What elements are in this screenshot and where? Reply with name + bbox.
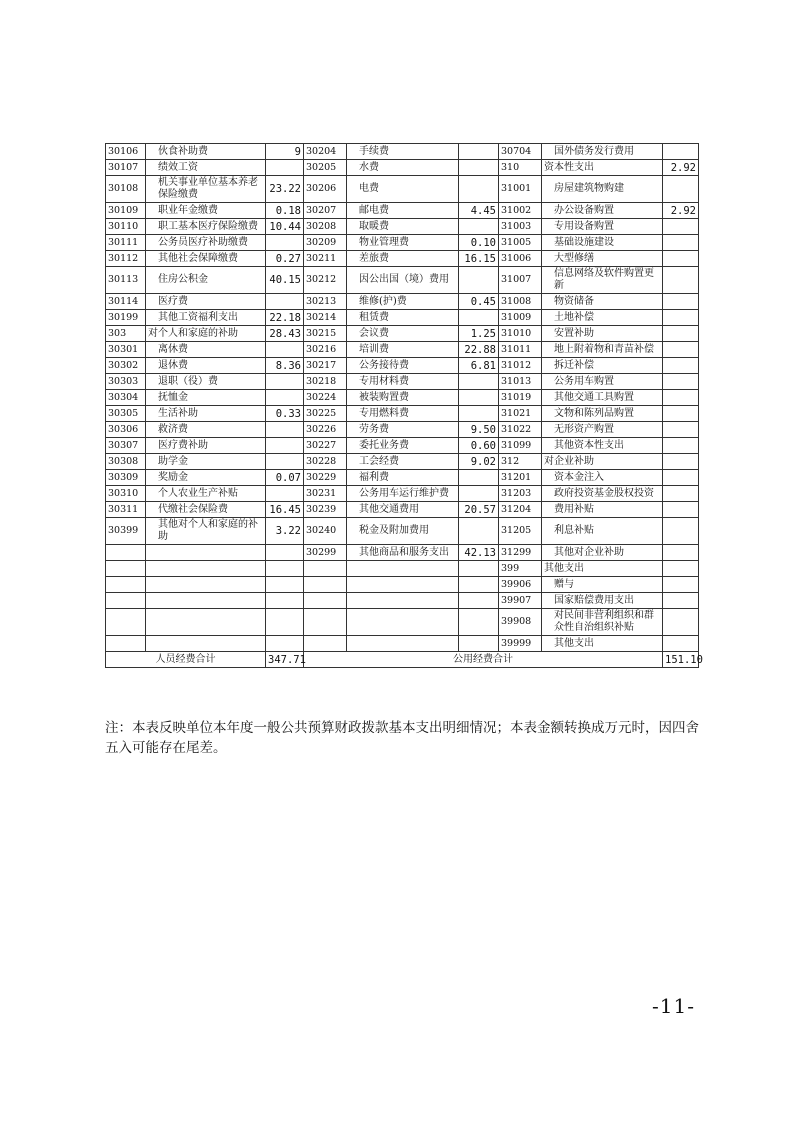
item-amount-cell [459, 219, 499, 235]
item-code-cell [106, 561, 146, 577]
item-code-cell [106, 636, 146, 652]
item-code-cell: 30107 [106, 160, 146, 176]
item-name-cell: 政府投资基金股权投资 [542, 486, 663, 502]
item-name-cell: 房屋建筑物购建 [542, 176, 663, 203]
table-row [106, 609, 699, 636]
public-total-value: 151.10 [663, 652, 699, 668]
item-amount-cell [459, 374, 499, 390]
item-amount-cell [266, 438, 304, 454]
item-amount-cell: 0.07 [266, 470, 304, 486]
item-code-cell: 30111 [106, 235, 146, 251]
item-code-cell: 31205 [499, 518, 542, 545]
table-row [106, 294, 699, 310]
item-name-cell: 水费 [347, 160, 459, 176]
item-code-cell: 30213 [304, 294, 347, 310]
item-name-cell: 助学金 [146, 454, 266, 470]
item-amount-cell: 0.45 [459, 294, 499, 310]
table-row [106, 577, 699, 593]
item-amount-cell: 2.92 [663, 203, 699, 219]
table-row [106, 160, 699, 176]
item-code-cell [106, 545, 146, 561]
item-name-cell: 因公出国（境）费用 [347, 267, 459, 294]
item-code-cell: 31022 [499, 422, 542, 438]
item-code-cell: 31201 [499, 470, 542, 486]
item-amount-cell [663, 144, 699, 160]
item-amount-cell [663, 577, 699, 593]
item-amount-cell [459, 267, 499, 294]
item-name-cell: 医疗费补助 [146, 438, 266, 454]
item-name-cell: 公务接待费 [347, 358, 459, 374]
item-name-cell: 基础设施建设 [542, 235, 663, 251]
item-name-cell: 专用设备购置 [542, 219, 663, 235]
item-name-cell: 生活补助 [146, 406, 266, 422]
item-name-cell: 其他工资福利支出 [146, 310, 266, 326]
item-name-cell: 取暖费 [347, 219, 459, 235]
item-amount-cell [266, 160, 304, 176]
item-code-cell [304, 609, 347, 636]
public-total-label: 公用经费合计 [304, 652, 663, 668]
item-name-cell [347, 593, 459, 609]
item-name-cell: 奖励金 [146, 470, 266, 486]
item-amount-cell [663, 294, 699, 310]
item-name-cell: 物资储备 [542, 294, 663, 310]
item-amount-cell [663, 267, 699, 294]
item-name-cell: 其他商品和服务支出 [347, 545, 459, 561]
item-amount-cell: 10.44 [266, 219, 304, 235]
totals-row [106, 652, 699, 668]
item-name-cell: 对企业补助 [542, 454, 663, 470]
item-name-cell: 培训费 [347, 342, 459, 358]
item-amount-cell [663, 422, 699, 438]
item-amount-cell [459, 310, 499, 326]
item-amount-cell [266, 593, 304, 609]
item-name-cell: 地上附着物和青苗补偿 [542, 342, 663, 358]
item-amount-cell: 4.45 [459, 203, 499, 219]
item-amount-cell: 9 [266, 144, 304, 160]
item-code-cell: 39908 [499, 609, 542, 636]
item-amount-cell [663, 502, 699, 518]
item-name-cell [146, 577, 266, 593]
item-code-cell: 30217 [304, 358, 347, 374]
item-amount-cell [459, 609, 499, 636]
table-row [106, 486, 699, 502]
item-code-cell: 30113 [106, 267, 146, 294]
item-amount-cell [663, 561, 699, 577]
item-amount-cell [663, 438, 699, 454]
table-row [106, 310, 699, 326]
item-amount-cell: 22.88 [459, 342, 499, 358]
item-code-cell: 31002 [499, 203, 542, 219]
item-amount-cell: 40.15 [266, 267, 304, 294]
item-amount-cell: 6.81 [459, 358, 499, 374]
item-code-cell: 31203 [499, 486, 542, 502]
item-name-cell: 个人农业生产补贴 [146, 486, 266, 502]
item-name-cell: 其他对个人和家庭的补助 [146, 518, 266, 545]
item-code-cell: 30109 [106, 203, 146, 219]
item-name-cell: 拆迁补偿 [542, 358, 663, 374]
table-row [106, 176, 699, 203]
item-name-cell: 住房公积金 [146, 267, 266, 294]
item-code-cell: 30106 [106, 144, 146, 160]
item-name-cell: 委托业务费 [347, 438, 459, 454]
item-name-cell: 医疗费 [146, 294, 266, 310]
item-name-cell: 其他支出 [542, 561, 663, 577]
item-amount-cell [266, 545, 304, 561]
table-row [106, 438, 699, 454]
table-row [106, 406, 699, 422]
item-amount-cell [266, 235, 304, 251]
item-name-cell: 被装购置费 [347, 390, 459, 406]
item-amount-cell [663, 518, 699, 545]
item-code-cell: 30704 [499, 144, 542, 160]
item-code-cell: 30225 [304, 406, 347, 422]
item-amount-cell: 42.13 [459, 545, 499, 561]
item-name-cell [347, 609, 459, 636]
item-name-cell [146, 545, 266, 561]
item-amount-cell: 22.18 [266, 310, 304, 326]
table-row [106, 219, 699, 235]
item-name-cell: 其他对企业补助 [542, 545, 663, 561]
item-name-cell: 手续费 [347, 144, 459, 160]
item-code-cell: 30208 [304, 219, 347, 235]
item-amount-cell [459, 577, 499, 593]
item-amount-cell [459, 486, 499, 502]
table-row [106, 454, 699, 470]
table-row [106, 390, 699, 406]
item-code-cell: 30199 [106, 310, 146, 326]
item-name-cell: 其他支出 [542, 636, 663, 652]
item-amount-cell [266, 374, 304, 390]
item-amount-cell [459, 470, 499, 486]
item-amount-cell [459, 518, 499, 545]
personnel-total-value: 347.71 [266, 652, 304, 668]
item-code-cell: 31204 [499, 502, 542, 518]
item-amount-cell: 1.25 [459, 326, 499, 342]
item-amount-cell: 2.92 [663, 160, 699, 176]
item-amount-cell [663, 593, 699, 609]
item-amount-cell [663, 454, 699, 470]
item-amount-cell [663, 235, 699, 251]
item-name-cell: 专用材料费 [347, 374, 459, 390]
item-code-cell: 30306 [106, 422, 146, 438]
item-code-cell [106, 577, 146, 593]
item-amount-cell [266, 294, 304, 310]
item-amount-cell: 0.60 [459, 438, 499, 454]
item-amount-cell: 16.15 [459, 251, 499, 267]
item-code-cell: 30311 [106, 502, 146, 518]
item-amount-cell [663, 358, 699, 374]
item-name-cell: 邮电费 [347, 203, 459, 219]
item-amount-cell [266, 454, 304, 470]
table-row [106, 593, 699, 609]
item-name-cell [146, 609, 266, 636]
item-name-cell: 文物和陈列品购置 [542, 406, 663, 422]
table-row [106, 561, 699, 577]
item-amount-cell [459, 561, 499, 577]
item-name-cell: 其他交通工具购置 [542, 390, 663, 406]
item-code-cell: 30227 [304, 438, 347, 454]
item-amount-cell [459, 390, 499, 406]
item-amount-cell [459, 160, 499, 176]
item-name-cell: 无形资产购置 [542, 422, 663, 438]
item-name-cell: 利息补贴 [542, 518, 663, 545]
table-body [106, 144, 699, 652]
item-code-cell: 30399 [106, 518, 146, 545]
item-code-cell: 30224 [304, 390, 347, 406]
item-amount-cell: 0.18 [266, 203, 304, 219]
item-amount-cell: 20.57 [459, 502, 499, 518]
item-code-cell: 30309 [106, 470, 146, 486]
item-code-cell: 30305 [106, 406, 146, 422]
item-name-cell: 信息网络及软件购置更新 [542, 267, 663, 294]
basic-expenditure-table [105, 143, 703, 668]
table-row [106, 422, 699, 438]
table-row [106, 267, 699, 294]
item-amount-cell [266, 561, 304, 577]
item-code-cell: 30205 [304, 160, 347, 176]
item-code-cell: 39906 [499, 577, 542, 593]
item-name-cell [347, 577, 459, 593]
item-code-cell: 312 [499, 454, 542, 470]
item-name-cell: 其他资本性支出 [542, 438, 663, 454]
item-code-cell: 31013 [499, 374, 542, 390]
item-code-cell: 30206 [304, 176, 347, 203]
item-name-cell: 对民间非营利组织和群众性自治组织补贴 [542, 609, 663, 636]
item-name-cell: 专用燃料费 [347, 406, 459, 422]
item-amount-cell [266, 486, 304, 502]
item-code-cell: 30212 [304, 267, 347, 294]
item-amount-cell [663, 342, 699, 358]
item-code-cell: 39907 [499, 593, 542, 609]
item-amount-cell [266, 636, 304, 652]
item-name-cell: 安置补助 [542, 326, 663, 342]
item-code-cell: 30304 [106, 390, 146, 406]
item-code-cell: 399 [499, 561, 542, 577]
item-name-cell: 福利费 [347, 470, 459, 486]
item-name-cell: 维修(护)费 [347, 294, 459, 310]
item-code-cell: 30209 [304, 235, 347, 251]
item-code-cell [106, 593, 146, 609]
item-amount-cell: 23.22 [266, 176, 304, 203]
item-code-cell [106, 609, 146, 636]
item-amount-cell [663, 636, 699, 652]
item-code-cell: 30204 [304, 144, 347, 160]
table-row [106, 203, 699, 219]
item-name-cell: 税金及附加费用 [347, 518, 459, 545]
table-row [106, 342, 699, 358]
item-amount-cell [663, 251, 699, 267]
item-amount-cell [663, 326, 699, 342]
item-code-cell: 30307 [106, 438, 146, 454]
item-code-cell: 30301 [106, 342, 146, 358]
item-amount-cell [266, 390, 304, 406]
item-amount-cell: 28.43 [266, 326, 304, 342]
item-code-cell: 30228 [304, 454, 347, 470]
item-amount-cell [663, 486, 699, 502]
item-code-cell: 31006 [499, 251, 542, 267]
table-row [106, 144, 699, 160]
item-code-cell: 30108 [106, 176, 146, 203]
item-amount-cell [663, 545, 699, 561]
item-name-cell: 对个人和家庭的补助 [146, 326, 266, 342]
item-name-cell: 劳务费 [347, 422, 459, 438]
item-code-cell: 30110 [106, 219, 146, 235]
item-name-cell: 国外债务发行费用 [542, 144, 663, 160]
item-name-cell: 退职（役）费 [146, 374, 266, 390]
item-code-cell: 30308 [106, 454, 146, 470]
item-code-cell: 303 [106, 326, 146, 342]
item-name-cell [146, 593, 266, 609]
item-amount-cell: 3.22 [266, 518, 304, 545]
page-number: -11- [652, 994, 695, 1018]
item-amount-cell [663, 609, 699, 636]
item-name-cell: 物业管理费 [347, 235, 459, 251]
item-code-cell: 30215 [304, 326, 347, 342]
item-code-cell: 39999 [499, 636, 542, 652]
item-code-cell: 31005 [499, 235, 542, 251]
item-code-cell: 30240 [304, 518, 347, 545]
item-name-cell: 公务用车购置 [542, 374, 663, 390]
item-code-cell: 310 [499, 160, 542, 176]
item-code-cell: 31009 [499, 310, 542, 326]
item-code-cell: 31010 [499, 326, 542, 342]
item-name-cell: 费用补贴 [542, 502, 663, 518]
item-amount-cell [663, 176, 699, 203]
item-name-cell: 工会经费 [347, 454, 459, 470]
item-amount-cell [459, 176, 499, 203]
item-code-cell: 31099 [499, 438, 542, 454]
item-name-cell: 离休费 [146, 342, 266, 358]
table-row [106, 545, 699, 561]
item-amount-cell: 0.10 [459, 235, 499, 251]
item-name-cell [146, 561, 266, 577]
table-row [106, 518, 699, 545]
item-name-cell: 其他交通费用 [347, 502, 459, 518]
item-amount-cell [266, 342, 304, 358]
item-amount-cell: 0.33 [266, 406, 304, 422]
item-code-cell: 31008 [499, 294, 542, 310]
item-code-cell [304, 636, 347, 652]
table-row [106, 502, 699, 518]
item-name-cell: 电费 [347, 176, 459, 203]
item-name-cell: 救济费 [146, 422, 266, 438]
item-name-cell: 绩效工资 [146, 160, 266, 176]
item-amount-cell [459, 144, 499, 160]
item-code-cell: 30229 [304, 470, 347, 486]
item-name-cell: 伙食补助费 [146, 144, 266, 160]
item-name-cell: 资本性支出 [542, 160, 663, 176]
item-code-cell: 30112 [106, 251, 146, 267]
item-code-cell: 30299 [304, 545, 347, 561]
item-code-cell: 31001 [499, 176, 542, 203]
item-code-cell: 30211 [304, 251, 347, 267]
table-row [106, 636, 699, 652]
item-name-cell: 抚恤金 [146, 390, 266, 406]
item-amount-cell [663, 374, 699, 390]
item-amount-cell [266, 609, 304, 636]
table-row [106, 251, 699, 267]
item-code-cell: 31007 [499, 267, 542, 294]
table-row [106, 358, 699, 374]
item-amount-cell [663, 390, 699, 406]
item-amount-cell [663, 310, 699, 326]
table-row [106, 470, 699, 486]
item-code-cell: 30214 [304, 310, 347, 326]
item-code-cell: 30226 [304, 422, 347, 438]
item-name-cell: 土地补偿 [542, 310, 663, 326]
item-code-cell: 30216 [304, 342, 347, 358]
item-code-cell: 30231 [304, 486, 347, 502]
item-code-cell: 30239 [304, 502, 347, 518]
item-amount-cell [459, 636, 499, 652]
item-name-cell: 机关事业单位基本养老保险缴费 [146, 176, 266, 203]
item-code-cell: 30114 [106, 294, 146, 310]
table-row [106, 235, 699, 251]
item-name-cell: 公务员医疗补助缴费 [146, 235, 266, 251]
item-code-cell: 31019 [499, 390, 542, 406]
item-name-cell: 办公设备购置 [542, 203, 663, 219]
item-code-cell [304, 593, 347, 609]
item-name-cell: 退休费 [146, 358, 266, 374]
item-amount-cell [663, 219, 699, 235]
item-code-cell: 31299 [499, 545, 542, 561]
item-code-cell: 31003 [499, 219, 542, 235]
item-name-cell [146, 636, 266, 652]
item-name-cell: 职工基本医疗保险缴费 [146, 219, 266, 235]
item-name-cell: 大型修缮 [542, 251, 663, 267]
item-name-cell: 代缴社会保险费 [146, 502, 266, 518]
item-name-cell: 会议费 [347, 326, 459, 342]
item-amount-cell: 9.02 [459, 454, 499, 470]
personnel-total-label: 人员经费合计 [106, 652, 266, 668]
item-code-cell: 30310 [106, 486, 146, 502]
item-code-cell: 31021 [499, 406, 542, 422]
item-amount-cell: 0.27 [266, 251, 304, 267]
item-amount-cell [266, 577, 304, 593]
item-name-cell: 公务用车运行维护费 [347, 486, 459, 502]
item-name-cell [347, 561, 459, 577]
item-code-cell: 30302 [106, 358, 146, 374]
item-name-cell: 赠与 [542, 577, 663, 593]
item-amount-cell: 9.50 [459, 422, 499, 438]
item-code-cell: 30218 [304, 374, 347, 390]
item-amount-cell [459, 593, 499, 609]
item-code-cell: 31012 [499, 358, 542, 374]
item-name-cell: 职业年金缴费 [146, 203, 266, 219]
item-code-cell [304, 577, 347, 593]
item-name-cell: 资本金注入 [542, 470, 663, 486]
item-name-cell [347, 636, 459, 652]
item-name-cell: 租赁费 [347, 310, 459, 326]
item-name-cell: 差旅费 [347, 251, 459, 267]
table-row [106, 374, 699, 390]
item-name-cell: 其他社会保障缴费 [146, 251, 266, 267]
item-code-cell: 31011 [499, 342, 542, 358]
table-note: 注：本表反映单位本年度一般公共预算财政拨款基本支出明细情况；本表金额转换成万元时，因四舍五入可能存在尾差。 [105, 720, 699, 756]
table-row [106, 326, 699, 342]
item-code-cell [304, 561, 347, 577]
item-code-cell: 30303 [106, 374, 146, 390]
item-amount-cell: 16.45 [266, 502, 304, 518]
item-amount-cell [459, 406, 499, 422]
item-name-cell: 国家赔偿费用支出 [542, 593, 663, 609]
item-amount-cell [266, 422, 304, 438]
item-amount-cell [663, 470, 699, 486]
item-amount-cell [663, 406, 699, 422]
item-amount-cell: 8.36 [266, 358, 304, 374]
item-code-cell: 30207 [304, 203, 347, 219]
